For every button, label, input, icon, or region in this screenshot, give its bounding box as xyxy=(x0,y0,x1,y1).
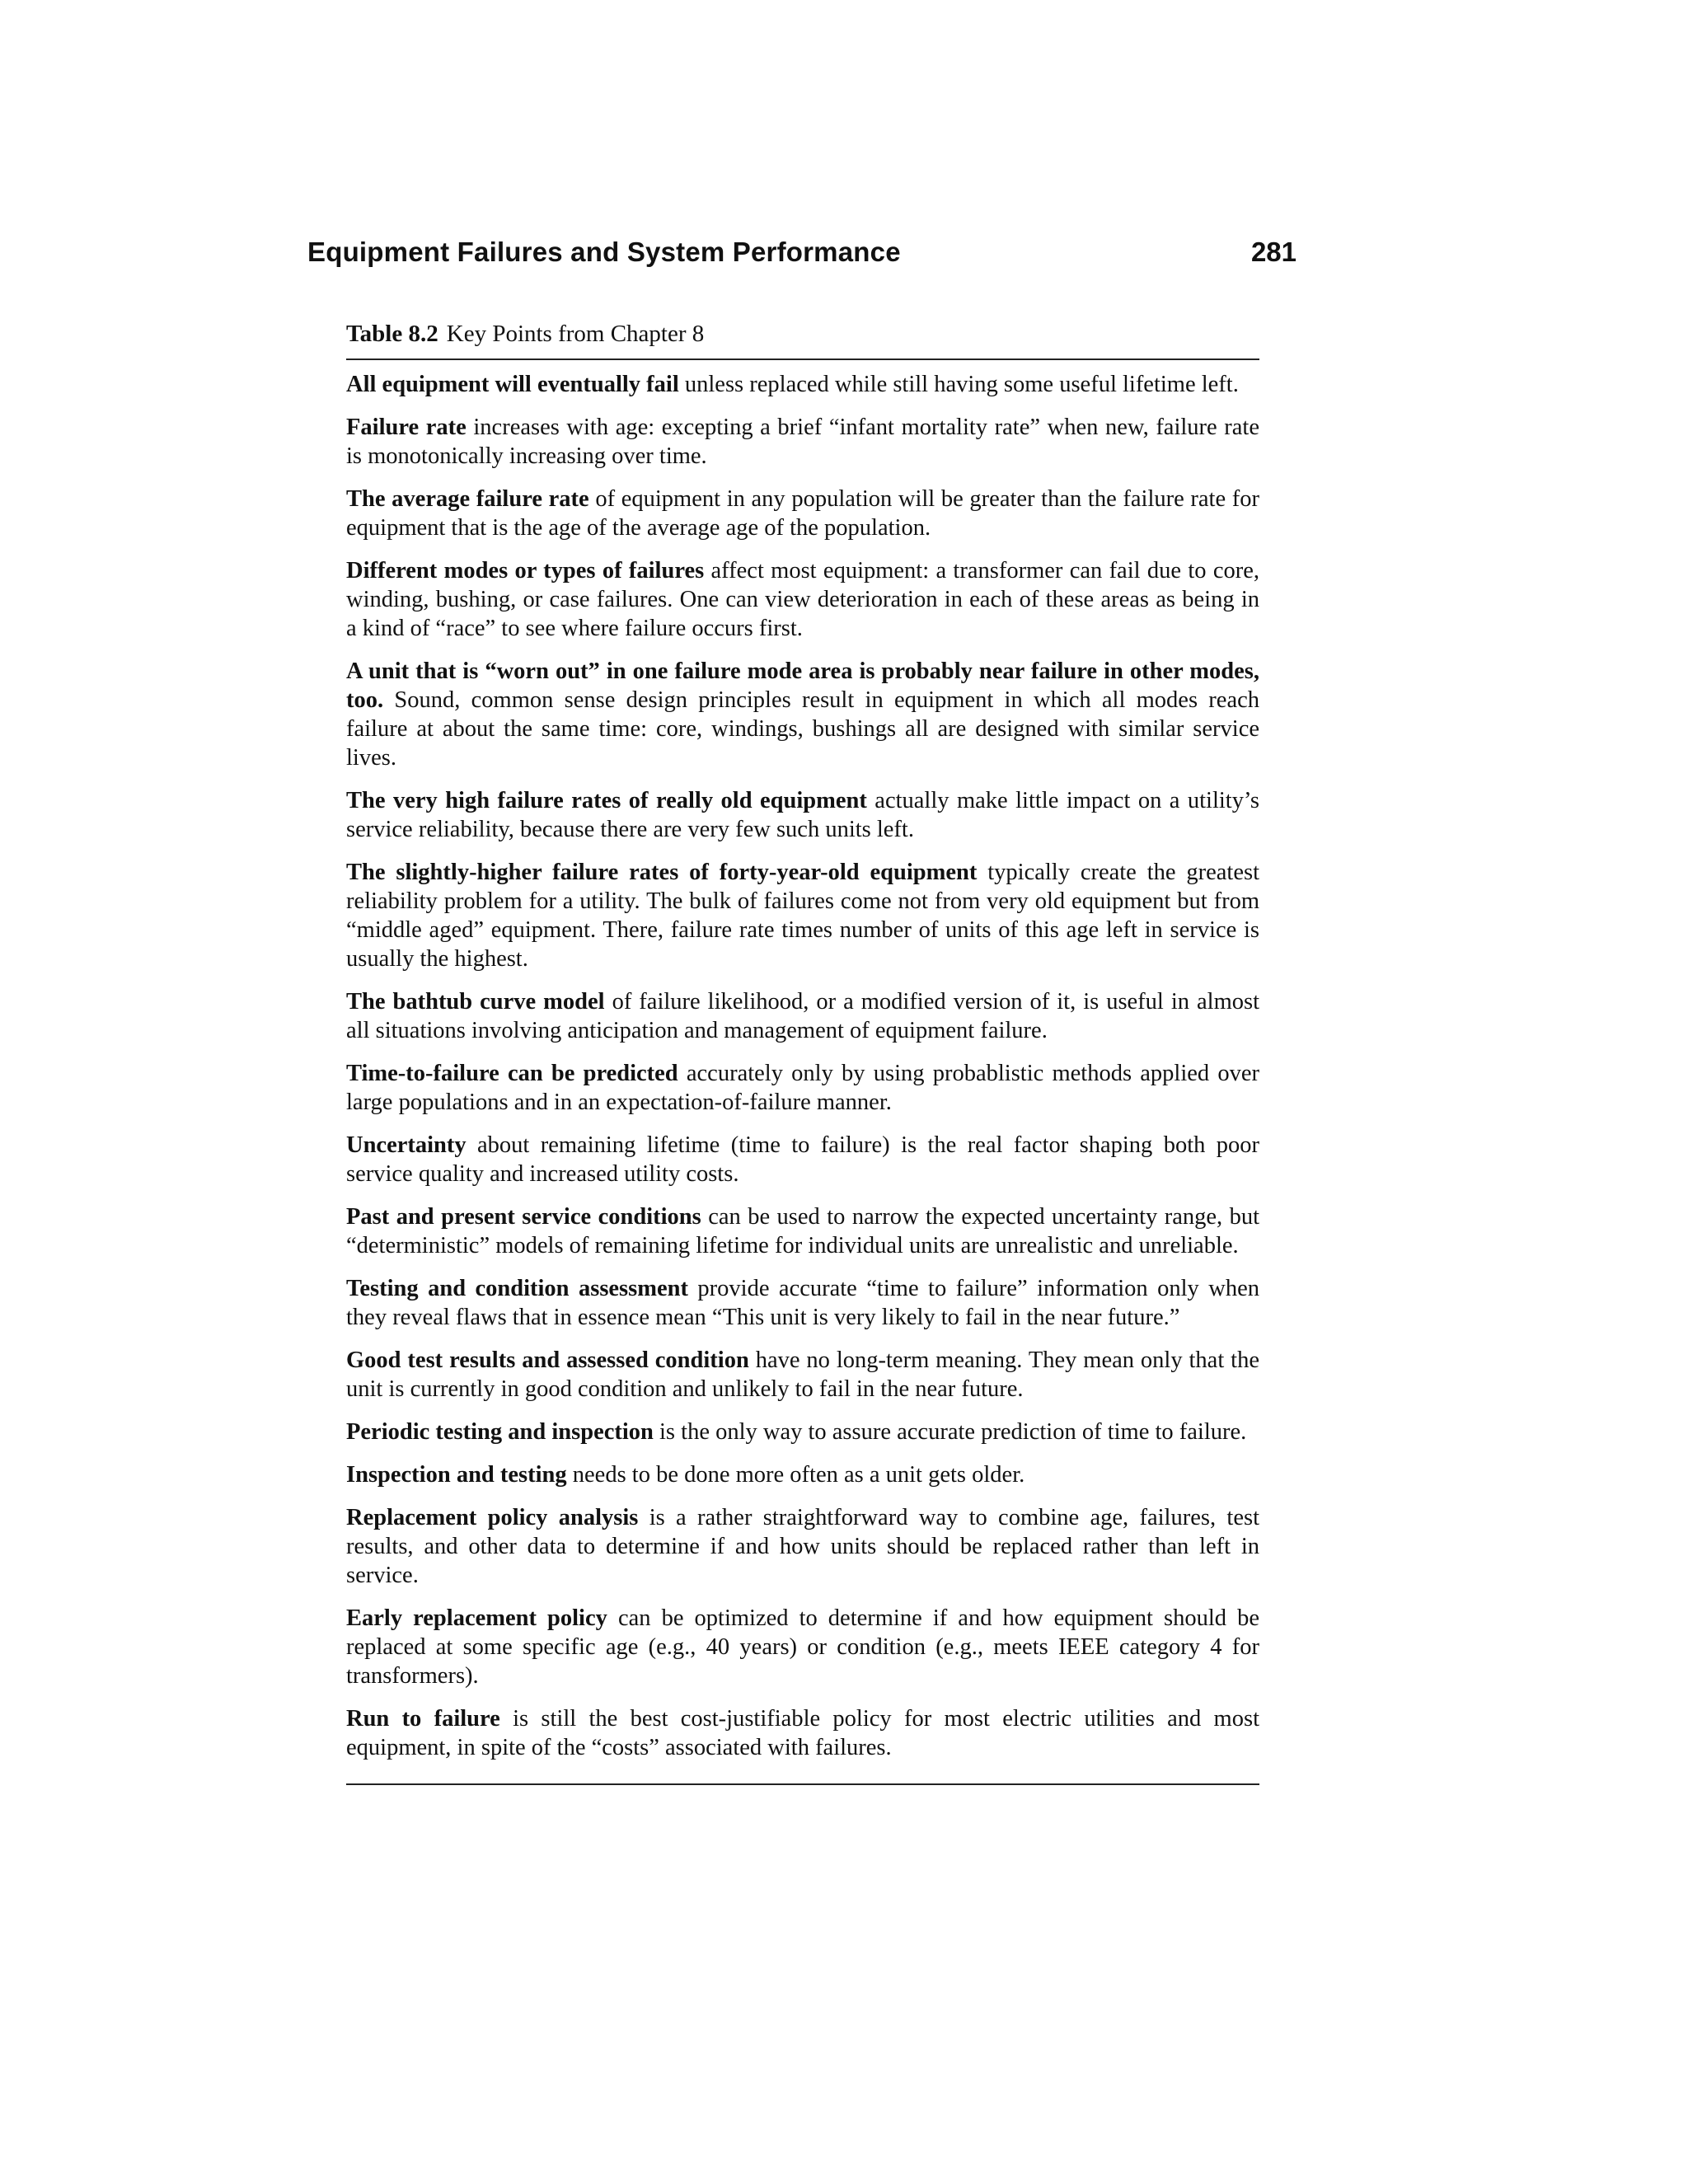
key-point-lead: Testing and condition assessment xyxy=(346,1276,688,1301)
key-point xyxy=(346,485,1259,542)
key-point-text: provide accurate “time to failure” information only when they reveal flaws that in essence mean “This unit is very likely to fail in the near future.” xyxy=(346,1276,1259,1330)
key-point-text: is still the best cost-justifiable policy for most electric utilities and most equipment, in spite of the “costs” associated with failures. xyxy=(346,1706,1259,1760)
key-point xyxy=(346,1704,1259,1762)
key-point-lead: Good test results and assessed condition xyxy=(346,1347,749,1373)
key-point xyxy=(346,657,1259,772)
running-head-title: Equipment Failures and System Performance xyxy=(307,237,901,267)
key-point-text: unless replaced while still having some useful lifetime left. xyxy=(678,372,1239,397)
key-point-lead: Failure rate xyxy=(346,415,467,440)
key-point-lead: The slightly-higher failure rates of forty-year-old equipment xyxy=(346,860,978,885)
key-point xyxy=(346,413,1259,471)
key-point-text: affect most equipment: a transformer can fail due to core, winding, bushing, or case failures. One can view deterioration in each of these areas as being in a kind of “race” to see where failure occurs first. xyxy=(346,558,1259,641)
key-point-text: of equipment in any population will be greater than the failure rate for equipment that is the age of the average age of the population. xyxy=(346,486,1260,541)
key-point-lead: A unit that is “worn out” in one failure mode area is probably near failure in other modes, too. xyxy=(346,658,1259,713)
key-point xyxy=(346,1346,1259,1404)
key-point-lead: The bathtub curve model xyxy=(346,989,605,1015)
key-point-text: needs to be done more often as a unit gets older. xyxy=(566,1462,1025,1488)
key-point-lead: Different modes or types of failures xyxy=(346,558,705,583)
key-point-text: actually make little impact on a utility’s service reliability, because there are very few such units left. xyxy=(346,788,1259,842)
key-point-lead: All equipment will eventually fail xyxy=(346,372,679,397)
key-point-text: about remaining lifetime (time to failure) is the real factor shaping both poor service quality and increased utility costs. xyxy=(346,1132,1259,1187)
key-point-lead: The very high failure rates of really old equipment xyxy=(346,788,867,813)
key-point-text: have no long-term meaning. They mean only that the unit is currently in good condition and unlikely to fail in the near future. xyxy=(346,1347,1259,1402)
table-caption xyxy=(346,319,1259,360)
key-point xyxy=(346,1274,1259,1332)
key-point xyxy=(346,370,1259,399)
key-point-lead: Replacement policy analysis xyxy=(346,1505,639,1530)
key-point xyxy=(346,1604,1259,1690)
key-point-text: Sound, common sense design principles result in equipment in which all modes reach failure at about the same time: core, windings, bushings all are designed with similar service lives. xyxy=(346,687,1259,771)
key-point-text: of failure likelihood, or a modified version of it, is useful in almost all situations involving anticipation and management of equipment failure. xyxy=(346,989,1259,1043)
key-point-lead: Run to failure xyxy=(346,1706,500,1732)
table-title: Key Points from Chapter 8 xyxy=(446,321,705,347)
key-point xyxy=(346,1418,1259,1446)
key-point-text: can be used to narrow the expected uncertainty range, but “deterministic” models of remaining lifetime for individual units are unrealistic and unreliable. xyxy=(346,1204,1260,1258)
key-point-text: typically create the greatest reliability problem for a utility. The bulk of failures come not from very old equipment but from “middle aged” equipment. There, failure rate times number of units of this age left in service is usually the highest. xyxy=(346,860,1259,972)
key-point xyxy=(346,1059,1259,1117)
key-point-text: accurately only by using probablistic methods applied over large populations and in an expectation-of-failure manner. xyxy=(346,1061,1260,1115)
key-point-text: can be optimized to determine if and how equipment should be replaced at some specific age (e.g., 40 years) or condition (e.g., meets IEEE category 4 for transformers). xyxy=(346,1605,1260,1689)
table-bottom-rule xyxy=(346,1783,1259,1785)
key-points-table xyxy=(346,319,1259,1785)
key-points-list xyxy=(346,370,1259,1762)
key-point-lead: Early replacement policy xyxy=(346,1605,607,1631)
key-point xyxy=(346,1202,1259,1260)
key-point-lead: The average failure rate xyxy=(346,486,589,512)
key-point-text: is the only way to assure accurate prediction of time to failure. xyxy=(653,1419,1247,1445)
key-point-text: is a rather straightforward way to combine age, failures, test results, and other data to determine if and how units should be replaced rather than left in service. xyxy=(346,1505,1259,1588)
key-point-lead: Time-to-failure can be predicted xyxy=(346,1061,678,1086)
key-point xyxy=(346,987,1259,1045)
key-point xyxy=(346,858,1259,973)
page-number: 281 xyxy=(1250,237,1296,267)
key-point-lead: Past and present service conditions xyxy=(346,1204,701,1230)
key-point-lead: Uncertainty xyxy=(346,1132,467,1158)
key-point xyxy=(346,556,1259,643)
key-point xyxy=(346,786,1259,844)
key-point xyxy=(346,1503,1259,1590)
key-point-text: increases with age: excepting a brief “infant mortality rate” when new, failure rate is monotonically increasing over time. xyxy=(346,415,1259,469)
key-point xyxy=(346,1131,1259,1188)
key-point xyxy=(346,1460,1259,1489)
key-point-lead: Periodic testing and inspection xyxy=(346,1419,654,1445)
table-label: Table 8.2 xyxy=(346,321,438,347)
key-point-lead: Inspection and testing xyxy=(346,1462,567,1488)
